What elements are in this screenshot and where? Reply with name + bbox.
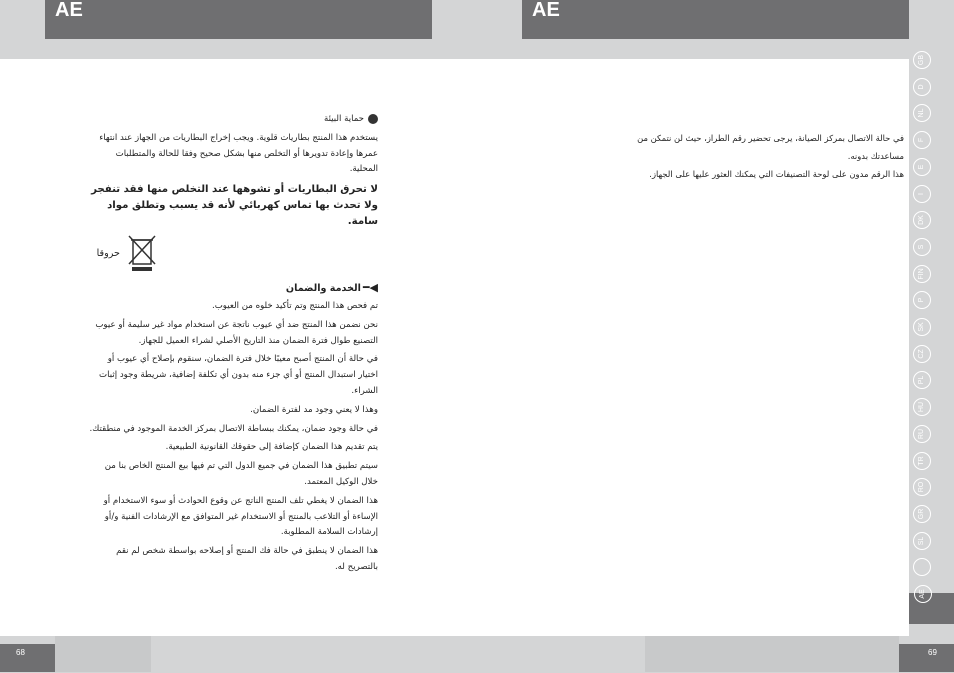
model-number-paragraph: هذا الرقم مدون على لوحة التصنيفات التي يمكنك العثور عليها على الجهاز. — [649, 169, 904, 179]
page-number-left — [0, 644, 55, 672]
language-tab-dk[interactable]: DK — [913, 211, 931, 229]
language-tab-blank[interactable] — [913, 558, 931, 576]
header-right — [522, 0, 909, 39]
service-paragraph: في حالة وجود ضمان، يمكنك ببساطة الاتصال بمركز الخدمة الموجود في منطقتك. — [89, 423, 378, 434]
service-paragraph: يتم تقديم هذا الضمان كإضافة إلى حقوقك القانونية الطبيعية. — [165, 442, 378, 453]
language-tab-ae[interactable]: AE — [914, 585, 932, 603]
right-column — [604, 129, 904, 183]
language-tab-sk[interactable]: SK — [913, 318, 931, 336]
language-tab-e[interactable]: E — [913, 158, 931, 176]
service-heading: الخدمة والضمان — [285, 283, 361, 295]
language-tab-tr[interactable]: TR — [913, 452, 931, 470]
language-tab-fin[interactable]: FIN — [913, 265, 931, 283]
language-tab-pl[interactable]: PL — [913, 371, 931, 389]
crossed-bin-icon — [126, 234, 158, 272]
service-paragraph: نحن نضمن هذا المنتج ضد أي عيوب ناتجة عن استخدام مواد غير سليمة أو عيوب التصنيع طوال فترة الضمان منذ التاريخ الأصلي لشراء العميل للجهاز. — [95, 319, 378, 346]
language-tab-strip — [909, 46, 954, 626]
header-right-code: AE — [532, 0, 560, 21]
language-tab-d[interactable]: D — [913, 78, 931, 96]
service-paragraph: وهذا لا يعني وجود مد لفترة الضمان. — [250, 404, 378, 415]
language-tab-ro[interactable]: RO — [913, 478, 931, 496]
page-number-right-text: 69 — [928, 648, 937, 657]
language-tab-cz[interactable]: CZ — [913, 345, 931, 363]
battery-warning: لا تحرق البطاريات أو تشوهها عند التخلص منها فقد تنفجر ولا تحدث بها تماس كهربائي لأنه قد يسبب وتطلق مواد سامة. — [91, 184, 378, 228]
page-number-right — [899, 644, 954, 672]
env-text: يستخدم هذا المنتج بطاريات قلوية. ويجب إخراج البطاريات من الجهاز عند انتهاء عمرها وإعادة تدويرها أو التخلص منها بشكل صحيح وفقا للحالة والمتطلبات المحلية. — [99, 132, 378, 175]
header-left-code: AE — [55, 0, 83, 21]
header-left — [45, 0, 432, 39]
service-paragraph: في حالة أن المنتج أصبح معيبًا خلال فترة الضمان، سنقوم بإصلاح أي عيوب أو اختيار استبدال المنتج أو أي جزء منه بدون أي تكلفة إضافية، شريطة وجود إثبات الشراء. — [99, 354, 378, 396]
service-heading-line — [88, 280, 378, 297]
language-tab-i[interactable]: I — [913, 185, 931, 203]
disposal-label: حروقا — [96, 248, 120, 260]
language-tab-gb[interactable]: GB — [913, 51, 931, 69]
disposal-row — [88, 234, 378, 276]
language-tab-sl[interactable]: SL — [913, 532, 931, 550]
language-tab-s[interactable]: S — [913, 238, 931, 256]
language-tab-hu[interactable]: HU — [913, 398, 931, 416]
service-paragraph: سيتم تطبيق هذا الضمان في جميع الدول التي تم فيها بيع المنتج الخاص بنا من خلال الوكيل المعتمد. — [104, 461, 378, 487]
left-column — [88, 112, 378, 579]
language-tab-gr[interactable]: GR — [913, 505, 931, 523]
service-center-paragraph: في حالة الاتصال بمركز الصيانة، يرجى تحضير رقم الطراز، حيث لن نتمكن من مساعدتك بدونه. — [637, 133, 904, 161]
language-tab-nl[interactable]: NL — [913, 104, 931, 122]
service-paragraph: تم فحص هذا المنتج وتم تأكيد خلوه من العيوب. — [211, 300, 378, 311]
language-tab-p[interactable]: P — [913, 291, 931, 309]
footer-tab-left — [55, 636, 151, 672]
language-tab-f[interactable]: F — [913, 131, 931, 149]
env-heading-line — [88, 112, 378, 128]
footer-tab-right — [645, 636, 899, 672]
service-paragraph: هذا الضمان لا يغطي تلف المنتج الناتج عن وقوع الحوادث أو سوء الاستخدام أو الإساءة أو التلاعب بالمنتج أو الاستخدام غير المتوافق مع الإرشادات الفنية و/أو إرشادات السلامة المطلوبة. — [103, 495, 378, 538]
language-tab-ru[interactable]: RU — [913, 425, 931, 443]
env-heading: حماية البيئة — [323, 114, 364, 124]
recycle-icon — [368, 114, 378, 124]
arrow-left-icon: ◀━ — [362, 281, 378, 295]
service-paragraph: هذا الضمان لا ينطبق في حالة فك المنتج أو إصلاحه بواسطة شخص لم نقم بالتصريح له. — [116, 546, 378, 572]
page-number-left-text: 68 — [16, 648, 25, 657]
